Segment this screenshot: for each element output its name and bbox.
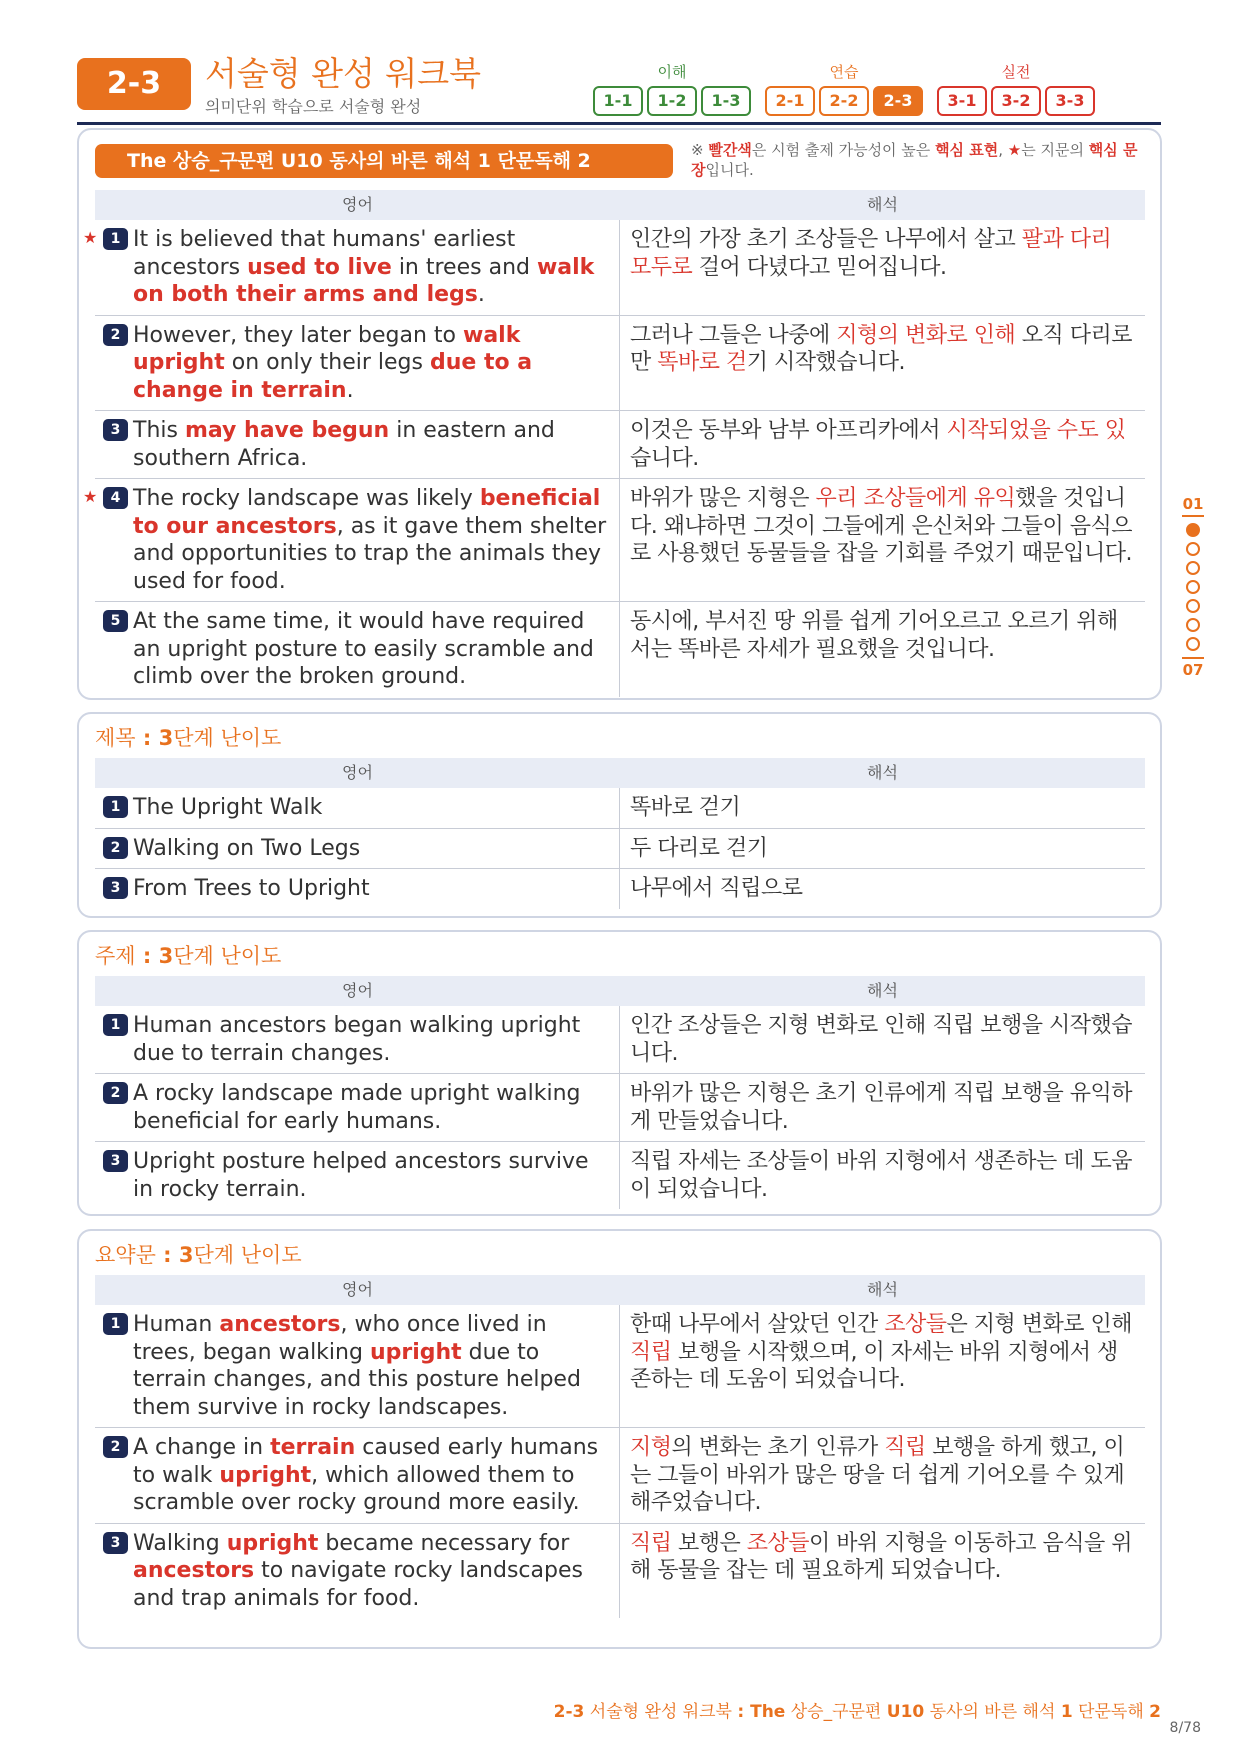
table-row: [95, 602, 1145, 697]
page-dot[interactable]: [1186, 542, 1200, 556]
step-1-3[interactable]: 1-3: [701, 86, 751, 116]
note-red-text: 빨간색: [708, 141, 752, 159]
english-cell: [95, 411, 620, 478]
step-3-3[interactable]: 3-3: [1045, 86, 1095, 116]
step-group-real: [937, 62, 1095, 116]
step-1-2[interactable]: 1-2: [647, 86, 697, 116]
translation-cell: [620, 1524, 1145, 1619]
page-subtitle: 의미단위 학습으로 서술형 완성: [205, 97, 422, 116]
table-row: [95, 1524, 1145, 1619]
title-panel: [77, 712, 1162, 918]
sentence-number: 1: [103, 1014, 128, 1036]
sentence-text: It is believed that humans' earliest ancestors: [133, 227, 516, 280]
sentence-text: in eastern and southern Africa.: [133, 418, 555, 471]
english-cell: [95, 1074, 620, 1141]
star-icon: ★: [1007, 141, 1022, 159]
key-expression: 조상들: [746, 1530, 810, 1556]
page-footer: [554, 1697, 1161, 1722]
table-row: [95, 316, 1145, 412]
key-expression: 팔과 다리 모두로: [630, 227, 1112, 280]
table-row: [83, 220, 1145, 316]
table-row: [95, 869, 1145, 909]
indicator-start: 01: [1182, 495, 1204, 513]
sentence-text: The Upright Walk: [133, 795, 323, 820]
section-heading: [95, 942, 281, 970]
sentence-text: , who once lived in trees, began walking: [133, 1312, 547, 1365]
table-row: [95, 1305, 1145, 1428]
page-dot[interactable]: [1186, 561, 1200, 575]
side-page-indicator: [1175, 495, 1211, 705]
step-3-2[interactable]: 3-2: [991, 86, 1041, 116]
column-english: 영어: [342, 763, 373, 782]
note-text: 은 시험 출제 가능성이 높은: [751, 141, 936, 159]
legend-note: [691, 140, 1151, 180]
english-cell: [95, 316, 620, 411]
indicator-bar: [1182, 515, 1204, 517]
key-expression: due to a change in terrain: [133, 350, 533, 403]
footer-unit: 2-3: [553, 1702, 585, 1722]
english-cell: [95, 1006, 620, 1073]
key-expression: ancestors: [133, 1558, 255, 1583]
column-translation: 해석: [867, 195, 898, 214]
translation-cell: [620, 220, 1145, 315]
translation-text: 인간 조상들은 지형 변화로 인해 직립 보행을 시작했습니다.: [630, 1013, 1132, 1066]
column-english: 영어: [342, 195, 373, 214]
passage-label: The 상승_구문편 U10 동사의 바른 해석 1 단문독해 2: [95, 144, 673, 178]
english-cell: [95, 1305, 620, 1427]
translation-text: 동시에, 부서진 땅 위를 쉽게 기어오르고 오르기 위해서는 똑바른 자세가 필요했을 것입니다.: [630, 609, 1118, 662]
translation-text: 걸어 다녔다고 믿어집니다.: [692, 254, 947, 280]
sentence-number: 3: [103, 1532, 128, 1554]
translation-cell: [620, 479, 1145, 601]
english-cell: [95, 1524, 620, 1619]
key-expression: walk on both their arms and legs: [133, 254, 595, 307]
heading-text: 단계 난이도: [173, 944, 282, 968]
footer-text: 동사의 바른 해석: [924, 1702, 1061, 1722]
sentence-text: became necessary for: [318, 1530, 570, 1556]
heading-text: 요약문: [95, 1243, 156, 1267]
sentence-number: 2: [103, 324, 128, 346]
summary-panel: [77, 1229, 1162, 1649]
heading-level: : 3: [155, 1243, 194, 1267]
key-expression: beneficial to our ancestors: [133, 486, 601, 539]
translation-text: 인간의 가장 초기 조상들은 나무에서 살고: [630, 227, 1022, 252]
heading-text: 주제: [95, 944, 136, 968]
sentence-number: 2: [103, 1082, 128, 1104]
translation-cell: [620, 602, 1145, 697]
page-dot[interactable]: [1186, 580, 1200, 594]
summary-table: [95, 1275, 1145, 1618]
sentence-text: Human ancestors began walking upright due to terrain changes.: [133, 1013, 581, 1066]
table-header: [95, 190, 1145, 220]
heading-text: 제목: [95, 726, 136, 750]
footer-text: 2: [1149, 1702, 1161, 1722]
step-group-label: 연습: [829, 63, 859, 81]
note-red-text: 핵심 표현: [935, 141, 999, 159]
translation-cell: [620, 869, 1145, 909]
sentence-number: 1: [103, 1313, 128, 1335]
step-group-practice: [765, 62, 923, 116]
key-expression: upright: [219, 1462, 312, 1488]
column-english: 영어: [342, 1280, 373, 1299]
key-expression: upright: [369, 1339, 462, 1365]
sentence-number: 1: [103, 228, 128, 250]
english-cell: [83, 220, 620, 315]
translation-cell: [620, 1074, 1145, 1141]
sentence-number: 3: [103, 419, 128, 441]
step-group-label: 실전: [1001, 63, 1031, 81]
sentence-text: From Trees to Upright: [133, 876, 370, 901]
table-header: [95, 758, 1145, 788]
note-red-text: 핵심 문장: [691, 141, 1138, 179]
sentence-text: in trees and: [391, 254, 537, 280]
heading-text: 단계 난이도: [193, 1243, 302, 1267]
heading-level: : 3: [135, 944, 174, 968]
english-cell: [95, 829, 620, 869]
sentence-text: due to terrain changes, and this posture helped them survive in rocky landscapes.: [133, 1339, 581, 1420]
footer-text: U10: [886, 1702, 925, 1722]
sentence-number: 1: [103, 796, 128, 818]
column-english: 영어: [342, 981, 373, 1000]
english-cell: [95, 788, 620, 828]
sentence-text: .: [346, 377, 354, 403]
table-row: [95, 1142, 1145, 1209]
page-dot[interactable]: [1186, 618, 1200, 632]
sentence-text: on only their legs: [224, 350, 430, 375]
table-row: [95, 1074, 1145, 1142]
footer-text: 단문독해: [1072, 1702, 1150, 1722]
sentence-number: 4: [103, 487, 128, 509]
table-row: [95, 1428, 1145, 1524]
translation-text: 바위가 많은 지형은: [630, 486, 816, 511]
note-text: ,: [998, 141, 1008, 159]
table-row: [95, 829, 1145, 870]
key-expression: upright: [226, 1530, 319, 1556]
page-title: 서술형 완성 워크북: [205, 54, 482, 93]
english-cell: [83, 479, 620, 601]
translation-text: 나무에서 직립으로: [630, 876, 803, 901]
sentence-text: .: [477, 282, 485, 307]
step-3-1[interactable]: 3-1: [937, 86, 987, 116]
footer-text: 상승_구문편: [785, 1702, 887, 1722]
title-table: [95, 758, 1145, 909]
step-1-1[interactable]: 1-1: [593, 86, 643, 116]
sentence-text: A rocky landscape made upright walking beneficial for early humans.: [133, 1081, 581, 1134]
key-expression: 조상들: [884, 1312, 947, 1337]
table-row: [95, 788, 1145, 829]
table-body: [95, 1006, 1145, 1209]
translation-text: 기 시작했습니다.: [746, 350, 906, 375]
sentence-text: This: [133, 418, 185, 443]
translation-text: 은 지형 변화로 인해: [946, 1312, 1133, 1337]
sentence-text: , as it gave them shelter and opportunities to trap the animals they used for food.: [133, 513, 607, 594]
page-dot[interactable]: [1186, 637, 1200, 651]
key-expression: 우리 조상들에게 유익: [815, 486, 1016, 511]
sentence-text: Upright posture helped ancestors survive in rocky terrain.: [133, 1149, 589, 1202]
note-text: ※: [691, 141, 709, 159]
table-row: [95, 1006, 1145, 1074]
translation-text: 보행을 하게 했고, 이는 그들이 바위가 많은 땅을 더 쉽게 기어오를 수 있게 해주었습니다.: [630, 1435, 1125, 1515]
english-cell: [95, 869, 620, 909]
note-text: 는 지문의: [1021, 141, 1089, 159]
sentence-text: However, they later began to: [133, 322, 463, 348]
column-translation: 해석: [867, 763, 898, 782]
footer-text: :: [737, 1702, 751, 1722]
sentence-text: At the same time, it would have required an upright posture to easily scramble and climb over the broken ground.: [133, 609, 594, 689]
sentence-number: 3: [103, 1150, 128, 1172]
english-cell: [95, 1142, 620, 1209]
title-block: [205, 54, 481, 118]
footer-text: 1: [1060, 1702, 1073, 1722]
english-cell: [95, 1428, 620, 1523]
sentence-text: to navigate rocky landscapes and trap animals for food.: [133, 1558, 583, 1611]
indicator-dots: [1175, 523, 1211, 651]
key-expression: used to live: [247, 254, 392, 280]
page-dot[interactable]: [1186, 599, 1200, 613]
theme-panel: [77, 930, 1162, 1216]
key-expression: may have begun: [184, 418, 390, 443]
translation-text: 보행을 시작했으며, 이 자세는 바위 지형에서 생존하는 데 도움이 되었습니다.: [630, 1339, 1118, 1392]
indicator-end: 07: [1182, 661, 1204, 679]
star-icon: ★: [83, 487, 98, 506]
translation-text: 보행은: [671, 1530, 747, 1556]
header-divider: [77, 122, 1161, 125]
footer-text: The: [750, 1702, 786, 1722]
step-group-label: 이해: [657, 63, 687, 81]
star-icon: ★: [83, 228, 98, 247]
sentence-number: 2: [103, 837, 128, 859]
table-header: [95, 1275, 1145, 1305]
key-expression: walk upright: [133, 322, 521, 375]
key-expression: 지형: [630, 1435, 672, 1460]
key-expression: 직립: [630, 1339, 672, 1365]
translation-cell: [620, 829, 1145, 869]
sentence-text: Walking on Two Legs: [133, 835, 361, 861]
translation-cell: [620, 411, 1145, 478]
page-number: 8/78: [1169, 1720, 1201, 1736]
key-expression: 직립: [630, 1530, 672, 1556]
passage-table: [83, 190, 1145, 697]
passage-panel: [77, 128, 1162, 700]
translation-cell: [620, 1305, 1145, 1427]
page-header: [77, 54, 1161, 122]
sentence-number: 5: [103, 610, 128, 632]
key-expression: 시작되었을 수도 있: [946, 418, 1126, 443]
page-dot[interactable]: [1186, 523, 1200, 537]
english-cell: [95, 602, 620, 697]
step-2-2[interactable]: 2-2: [819, 86, 869, 116]
sentence-text: caused early humans to walk: [133, 1435, 599, 1488]
sentence-text: The rocky landscape was likely: [133, 486, 480, 511]
sentence-text: A change in: [133, 1435, 271, 1460]
translation-text: 습니다.: [630, 445, 699, 471]
key-expression: 지형의 변화로 인해: [836, 322, 1016, 348]
table-header: [95, 976, 1145, 1006]
sentence-text: Walking: [133, 1530, 227, 1556]
translation-text: 오직 다리로만: [630, 322, 1133, 375]
sentence-number: 2: [103, 1436, 128, 1458]
sentence-number: 3: [103, 877, 128, 899]
step-group-understand: [593, 62, 751, 116]
translation-cell: [620, 316, 1145, 411]
key-expression: ancestors: [219, 1312, 341, 1337]
table-row: [95, 411, 1145, 479]
column-translation: 해석: [867, 1280, 898, 1299]
indicator-bar: [1182, 657, 1204, 659]
column-translation: 해석: [867, 981, 898, 1000]
translation-cell: [620, 1006, 1145, 1073]
section-heading: [95, 724, 281, 752]
step-2-1[interactable]: 2-1: [765, 86, 815, 116]
key-expression: 똑바로 걷: [657, 350, 747, 375]
table-body: [95, 788, 1145, 909]
translation-text: 했을 것입니다. 왜냐하면 그것이 그들에게 은신처와 그들이 음식으로 사용했던 동물들을 잡을 기회를 주었기 때문입니다.: [630, 486, 1132, 566]
translation-cell: [620, 788, 1145, 828]
step-2-3[interactable]: 2-3: [873, 86, 923, 116]
heading-text: 단계 난이도: [173, 726, 282, 750]
unit-badge: 2-3: [77, 58, 191, 110]
section-heading: [95, 1241, 302, 1269]
translation-text: 바위가 많은 지형은 초기 인류에게 직립 보행을 유익하게 만들었습니다.: [630, 1081, 1132, 1134]
translation-text: 그러나 그들은 나중에: [630, 322, 837, 348]
sentence-text: Human: [133, 1312, 220, 1337]
heading-level: : 3: [135, 726, 174, 750]
translation-text: 두 다리로 걷기: [630, 835, 768, 861]
footer-text: 서술형 완성 워크북: [584, 1702, 738, 1722]
table-body: [95, 1305, 1145, 1618]
theme-table: [95, 976, 1145, 1209]
translation-cell: [620, 1142, 1145, 1209]
translation-cell: [620, 1428, 1145, 1523]
sentence-text: , which allowed them to scramble over rocky ground more easily.: [133, 1462, 580, 1515]
translation-text: 의 변화는 초기 인류가: [671, 1435, 885, 1460]
table-body: [83, 220, 1145, 697]
table-row: [83, 479, 1145, 602]
translation-text: 이것은 동부와 남부 아프리카에서: [630, 418, 947, 443]
translation-text: 한때 나무에서 살았던 인간: [630, 1312, 885, 1337]
translation-text: 직립 자세는 조상들이 바위 지형에서 생존하는 데 도움이 되었습니다.: [630, 1149, 1132, 1202]
translation-text: 이 바위 지형을 이동하고 음식을 위해 동물을 잡는 데 필요하게 되었습니다.: [630, 1530, 1133, 1583]
translation-text: 똑바로 걷기: [630, 795, 741, 820]
key-expression: 직립: [884, 1435, 926, 1460]
key-expression: terrain: [270, 1435, 356, 1460]
note-text: 입니다.: [705, 161, 754, 179]
